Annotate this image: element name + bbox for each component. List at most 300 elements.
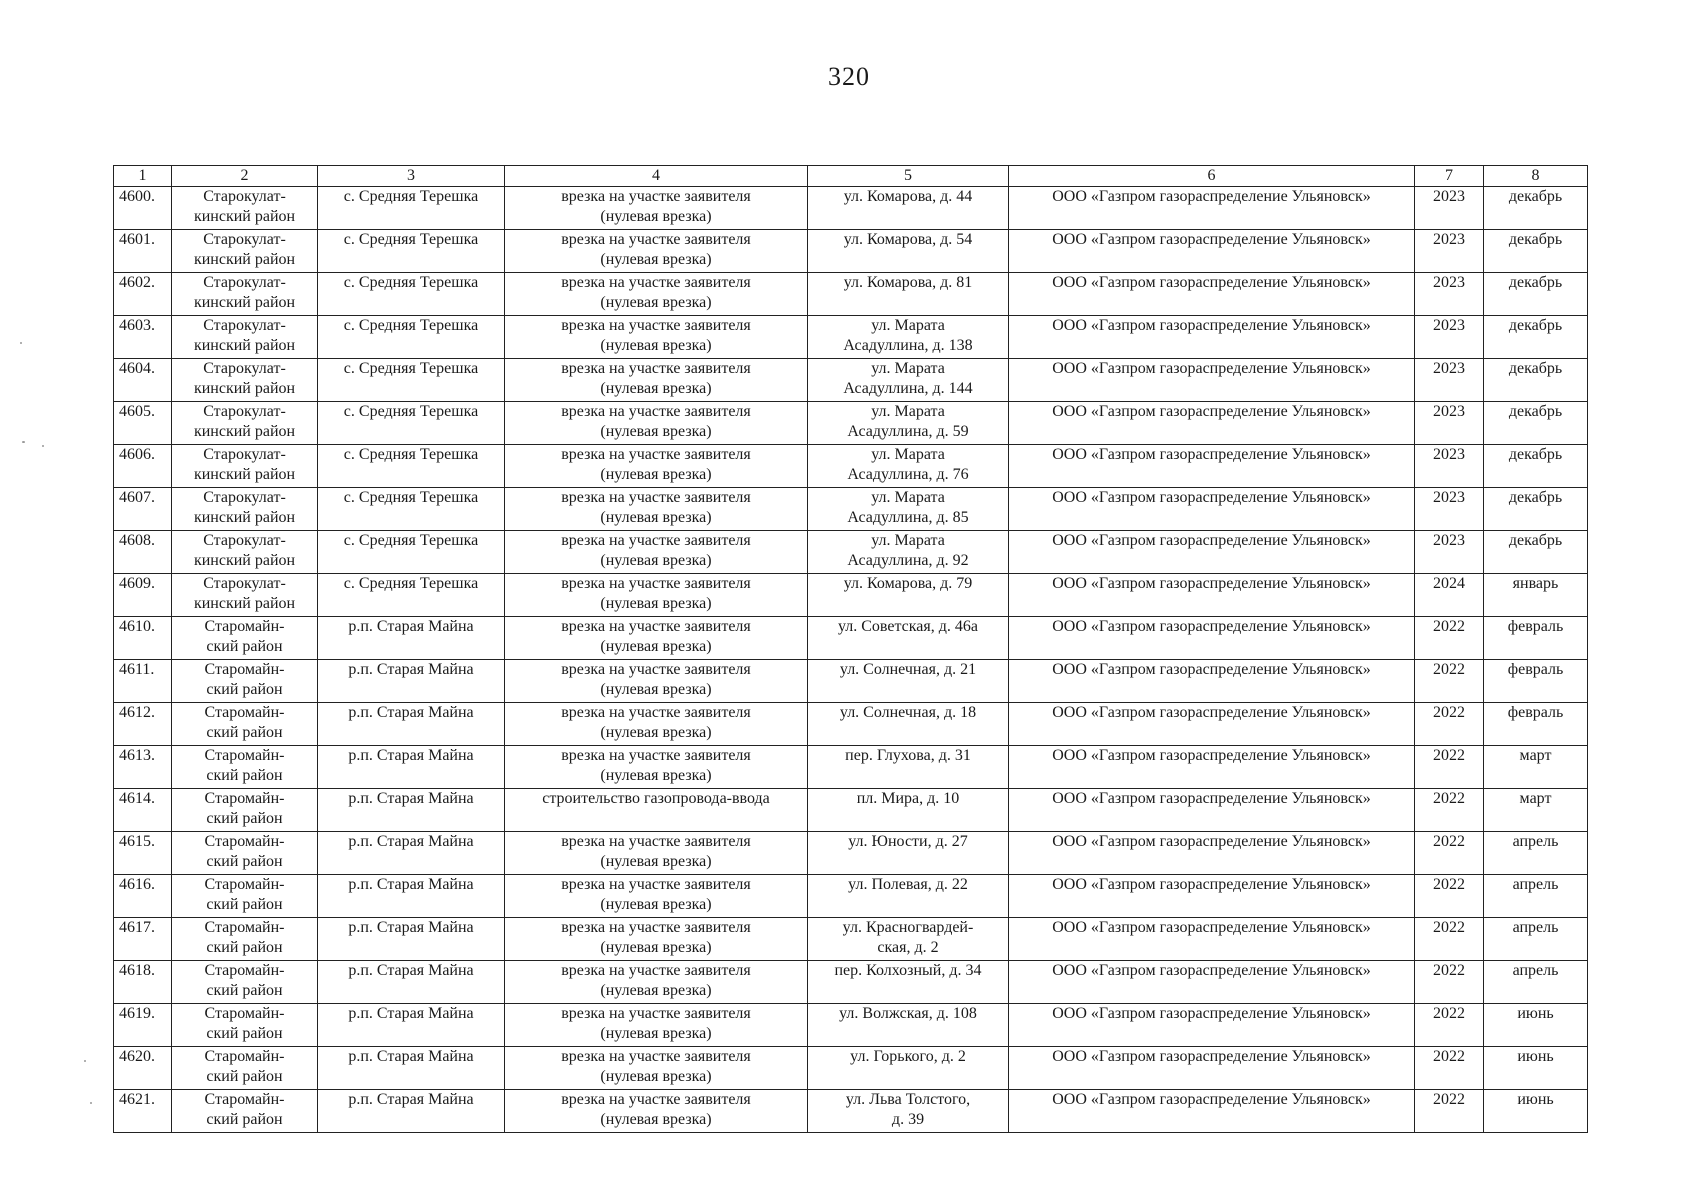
cell-line: кинский район [193, 552, 296, 569]
cell-line: ский район [206, 1111, 283, 1128]
column-header: 8 [1484, 166, 1588, 187]
month-cell: декабрь [1484, 316, 1588, 359]
district-cell [172, 746, 318, 789]
month-cell: декабрь [1484, 230, 1588, 273]
cell-line: врезка на участке заявителя [561, 188, 751, 205]
address-cell [808, 531, 1009, 574]
row-number: 4603. [114, 316, 172, 359]
month-cell: декабрь [1484, 187, 1588, 230]
cell-line: ул. Марата [871, 360, 945, 377]
organization-cell: ООО «Газпром газораспределение Ульяновск» [1009, 230, 1415, 273]
table-row [114, 832, 1588, 875]
settlement-cell: р.п. Старая Майна [318, 1047, 505, 1090]
month-cell: июнь [1484, 1004, 1588, 1047]
address-cell [808, 832, 1009, 875]
cell-line: ский район [206, 896, 283, 913]
cell-line: (нулевая врезка) [600, 509, 712, 526]
cell-line: Старомайн- [204, 962, 285, 979]
cell-line: ский район [206, 810, 283, 827]
work-type-cell [505, 746, 808, 789]
year-cell: 2022 [1415, 832, 1484, 875]
work-type-cell [505, 488, 808, 531]
organization-cell: ООО «Газпром газораспределение Ульяновск» [1009, 1047, 1415, 1090]
address-cell [808, 445, 1009, 488]
cell-line: строительство газопровода-ввода [542, 790, 770, 807]
cell-line: кинский район [193, 380, 296, 397]
register-table [113, 165, 1588, 1133]
cell-line: ул. Комарова, д. 54 [843, 231, 973, 248]
year-cell: 2022 [1415, 875, 1484, 918]
district-cell [172, 445, 318, 488]
cell-line: ул. Солнечная, д. 21 [839, 661, 977, 678]
cell-line: Старокулат- [203, 403, 286, 420]
cell-line: ул. Горького, д. 2 [850, 1048, 966, 1065]
cell-line: (нулевая врезка) [600, 853, 712, 870]
cell-line: Старокулат- [203, 532, 286, 549]
table-row [114, 1004, 1588, 1047]
row-number: 4619. [114, 1004, 172, 1047]
work-type-cell [505, 187, 808, 230]
settlement-cell: р.п. Старая Майна [318, 703, 505, 746]
district-cell [172, 531, 318, 574]
work-type-cell [505, 918, 808, 961]
month-cell: июнь [1484, 1090, 1588, 1133]
month-cell: февраль [1484, 660, 1588, 703]
cell-line: ул. Комарова, д. 79 [843, 575, 973, 592]
cell-line: ский район [206, 853, 283, 870]
cell-line: Старокулат- [203, 274, 286, 291]
cell-line: ский район [206, 767, 283, 784]
address-cell [808, 574, 1009, 617]
column-header: 5 [808, 166, 1009, 187]
cell-line: ский район [206, 638, 283, 655]
cell-line: (нулевая врезка) [600, 767, 712, 784]
work-type-cell [505, 1004, 808, 1047]
settlement-cell: р.п. Старая Майна [318, 746, 505, 789]
cell-line: ский район [206, 939, 283, 956]
year-cell: 2023 [1415, 488, 1484, 531]
cell-line: кинский район [193, 251, 296, 268]
cell-line: кинский район [193, 466, 296, 483]
row-number: 4602. [114, 273, 172, 316]
cell-line: ский район [206, 724, 283, 741]
organization-cell: ООО «Газпром газораспределение Ульяновск» [1009, 832, 1415, 875]
cell-line: врезка на участке заявителя [561, 317, 751, 334]
cell-line: Старомайн- [204, 661, 285, 678]
cell-line: Старокулат- [203, 446, 286, 463]
year-cell: 2022 [1415, 1004, 1484, 1047]
year-cell: 2022 [1415, 961, 1484, 1004]
organization-cell: ООО «Газпром газораспределение Ульяновск» [1009, 359, 1415, 402]
year-cell: 2022 [1415, 703, 1484, 746]
year-cell: 2024 [1415, 574, 1484, 617]
table-row [114, 359, 1588, 402]
cell-line: врезка на участке заявителя [561, 876, 751, 893]
cell-line: ул. Юности, д. 27 [848, 833, 968, 850]
cell-line: ский район [206, 681, 283, 698]
year-cell: 2023 [1415, 187, 1484, 230]
month-cell: январь [1484, 574, 1588, 617]
month-cell: декабрь [1484, 402, 1588, 445]
cell-line: Старокулат- [203, 575, 286, 592]
cell-line: врезка на участке заявителя [561, 489, 751, 506]
cell-line: (нулевая врезка) [600, 896, 712, 913]
address-cell [808, 746, 1009, 789]
address-cell [808, 488, 1009, 531]
cell-line: Старомайн- [204, 1091, 285, 1108]
work-type-cell [505, 445, 808, 488]
month-cell: декабрь [1484, 488, 1588, 531]
settlement-cell: р.п. Старая Майна [318, 660, 505, 703]
table-row [114, 789, 1588, 832]
cell-line: врезка на участке заявителя [561, 360, 751, 377]
scan-speck [22, 441, 25, 443]
row-number: 4600. [114, 187, 172, 230]
settlement-cell: с. Средняя Терешка [318, 488, 505, 531]
cell-line: ский район [206, 1068, 283, 1085]
cell-line: ул. Марата [871, 446, 945, 463]
scan-speck [90, 1102, 92, 1104]
table-row [114, 703, 1588, 746]
district-cell [172, 402, 318, 445]
district-cell [172, 1004, 318, 1047]
cell-line: врезка на участке заявителя [561, 532, 751, 549]
table-row [114, 617, 1588, 660]
cell-line: ул. Комарова, д. 81 [843, 274, 973, 291]
month-cell: декабрь [1484, 273, 1588, 316]
column-header: 3 [318, 166, 505, 187]
table-row [114, 660, 1588, 703]
settlement-cell: с. Средняя Терешка [318, 359, 505, 402]
table-row [114, 918, 1588, 961]
cell-line: врезка на участке заявителя [561, 919, 751, 936]
cell-line: пер. Колхозный, д. 34 [834, 962, 982, 979]
cell-line: (нулевая врезка) [600, 423, 712, 440]
cell-line: ул. Полевая, д. 22 [848, 876, 968, 893]
row-number: 4615. [114, 832, 172, 875]
table-row [114, 445, 1588, 488]
cell-line: врезка на участке заявителя [561, 1005, 751, 1022]
month-cell: февраль [1484, 617, 1588, 660]
organization-cell: ООО «Газпром газораспределение Ульяновск» [1009, 1004, 1415, 1047]
address-cell [808, 1047, 1009, 1090]
row-number: 4614. [114, 789, 172, 832]
row-number: 4609. [114, 574, 172, 617]
cell-line: Старокулат- [203, 317, 286, 334]
column-header: 2 [172, 166, 318, 187]
work-type-cell [505, 359, 808, 402]
month-cell: апрель [1484, 961, 1588, 1004]
cell-line: ул. Красногвардей- [842, 919, 974, 936]
cell-line: (нулевая врезка) [600, 294, 712, 311]
table-row [114, 488, 1588, 531]
row-number: 4620. [114, 1047, 172, 1090]
address-cell [808, 1090, 1009, 1133]
year-cell: 2023 [1415, 445, 1484, 488]
row-number: 4613. [114, 746, 172, 789]
cell-line: ская, д. 2 [877, 939, 939, 956]
district-cell [172, 617, 318, 660]
cell-line: д. 39 [891, 1111, 925, 1128]
cell-line: Старокулат- [203, 489, 286, 506]
work-type-cell [505, 875, 808, 918]
cell-line: (нулевая врезка) [600, 681, 712, 698]
table-row [114, 531, 1588, 574]
cell-line: Асадуллина, д. 76 [847, 466, 969, 483]
settlement-cell: р.п. Старая Майна [318, 832, 505, 875]
table-row [114, 316, 1588, 359]
cell-line: врезка на участке заявителя [561, 833, 751, 850]
work-type-cell [505, 273, 808, 316]
cell-line: Асадуллина, д. 59 [847, 423, 969, 440]
settlement-cell: р.п. Старая Майна [318, 918, 505, 961]
address-cell [808, 402, 1009, 445]
cell-line: врезка на участке заявителя [561, 747, 751, 764]
cell-line: (нулевая врезка) [600, 380, 712, 397]
district-cell [172, 1090, 318, 1133]
year-cell: 2022 [1415, 617, 1484, 660]
cell-line: кинский район [193, 595, 296, 612]
year-cell: 2022 [1415, 1090, 1484, 1133]
row-number: 4616. [114, 875, 172, 918]
settlement-cell: с. Средняя Терешка [318, 230, 505, 273]
district-cell [172, 273, 318, 316]
scan-speck [42, 445, 44, 447]
cell-line: Асадуллина, д. 144 [843, 380, 973, 397]
year-cell: 2022 [1415, 746, 1484, 789]
month-cell: декабрь [1484, 359, 1588, 402]
address-cell [808, 316, 1009, 359]
work-type-cell [505, 789, 808, 832]
row-number: 4601. [114, 230, 172, 273]
cell-line: (нулевая врезка) [600, 724, 712, 741]
month-cell: февраль [1484, 703, 1588, 746]
year-cell: 2022 [1415, 660, 1484, 703]
organization-cell: ООО «Газпром газораспределение Ульяновск» [1009, 488, 1415, 531]
cell-line: врезка на участке заявителя [561, 575, 751, 592]
cell-line: ул. Льва Толстого, [845, 1091, 971, 1108]
cell-line: ул. Комарова, д. 44 [843, 188, 973, 205]
district-cell [172, 660, 318, 703]
work-type-cell [505, 832, 808, 875]
settlement-cell: с. Средняя Терешка [318, 531, 505, 574]
table-row [114, 187, 1588, 230]
organization-cell: ООО «Газпром газораспределение Ульяновск» [1009, 1090, 1415, 1133]
organization-cell: ООО «Газпром газораспределение Ульяновск» [1009, 660, 1415, 703]
cell-line: пер. Глухова, д. 31 [845, 747, 971, 764]
settlement-cell: р.п. Старая Майна [318, 789, 505, 832]
row-number: 4605. [114, 402, 172, 445]
cell-line: Старокулат- [203, 360, 286, 377]
month-cell: март [1484, 789, 1588, 832]
row-number: 4618. [114, 961, 172, 1004]
cell-line: Старомайн- [204, 790, 285, 807]
settlement-cell: с. Средняя Терешка [318, 187, 505, 230]
district-cell [172, 789, 318, 832]
organization-cell: ООО «Газпром газораспределение Ульяновск» [1009, 187, 1415, 230]
organization-cell: ООО «Газпром газораспределение Ульяновск» [1009, 703, 1415, 746]
organization-cell: ООО «Газпром газораспределение Ульяновск» [1009, 918, 1415, 961]
cell-line: (нулевая врезка) [600, 595, 712, 612]
table-row [114, 1090, 1588, 1133]
column-header: 1 [114, 166, 172, 187]
year-cell: 2023 [1415, 316, 1484, 359]
year-cell: 2023 [1415, 359, 1484, 402]
cell-line: ул. Марата [871, 489, 945, 506]
cell-line: врезка на участке заявителя [561, 1091, 751, 1108]
settlement-cell: р.п. Старая Майна [318, 875, 505, 918]
year-cell: 2022 [1415, 789, 1484, 832]
cell-line: (нулевая врезка) [600, 552, 712, 569]
month-cell: декабрь [1484, 445, 1588, 488]
address-cell [808, 187, 1009, 230]
cell-line: ул. Марата [871, 317, 945, 334]
month-cell: апрель [1484, 918, 1588, 961]
table-row [114, 574, 1588, 617]
work-type-cell [505, 961, 808, 1004]
work-type-cell [505, 531, 808, 574]
district-cell [172, 488, 318, 531]
cell-line: врезка на участке заявителя [561, 1048, 751, 1065]
row-number: 4610. [114, 617, 172, 660]
cell-line: врезка на участке заявителя [561, 704, 751, 721]
cell-line: ул. Марата [871, 403, 945, 420]
year-cell: 2023 [1415, 402, 1484, 445]
address-cell [808, 230, 1009, 273]
work-type-cell [505, 316, 808, 359]
organization-cell: ООО «Газпром газораспределение Ульяновск» [1009, 789, 1415, 832]
row-number: 4608. [114, 531, 172, 574]
column-header: 4 [505, 166, 808, 187]
cell-line: Асадуллина, д. 85 [847, 509, 969, 526]
cell-line: (нулевая врезка) [600, 1025, 712, 1042]
scan-speck [20, 342, 22, 344]
scan-speck [84, 1060, 86, 1062]
year-cell: 2022 [1415, 918, 1484, 961]
organization-cell: ООО «Газпром газораспределение Ульяновск» [1009, 746, 1415, 789]
row-number: 4607. [114, 488, 172, 531]
column-header: 7 [1415, 166, 1484, 187]
work-type-cell [505, 703, 808, 746]
table-row [114, 402, 1588, 445]
month-cell: апрель [1484, 875, 1588, 918]
settlement-cell: с. Средняя Терешка [318, 273, 505, 316]
cell-line: Асадуллина, д. 138 [843, 337, 973, 354]
district-cell [172, 832, 318, 875]
cell-line: врезка на участке заявителя [561, 231, 751, 248]
district-cell [172, 1047, 318, 1090]
cell-line: ул. Солнечная, д. 18 [839, 704, 977, 721]
cell-line: Старокулат- [203, 231, 286, 248]
work-type-cell [505, 1090, 808, 1133]
settlement-cell: с. Средняя Терешка [318, 316, 505, 359]
settlement-cell: с. Средняя Терешка [318, 402, 505, 445]
organization-cell: ООО «Газпром газораспределение Ульяновск» [1009, 445, 1415, 488]
table-row [114, 961, 1588, 1004]
cell-line: Старомайн- [204, 833, 285, 850]
cell-line: кинский район [193, 337, 296, 354]
settlement-cell: р.п. Старая Майна [318, 1090, 505, 1133]
column-number-row [114, 166, 1588, 187]
cell-line: Старомайн- [204, 747, 285, 764]
year-cell: 2023 [1415, 273, 1484, 316]
table-row [114, 1047, 1588, 1090]
work-type-cell [505, 660, 808, 703]
cell-line: (нулевая врезка) [600, 251, 712, 268]
district-cell [172, 316, 318, 359]
work-type-cell [505, 230, 808, 273]
cell-line: ул. Марата [871, 532, 945, 549]
cell-line: кинский район [193, 208, 296, 225]
cell-line: Старомайн- [204, 919, 285, 936]
month-cell: апрель [1484, 832, 1588, 875]
cell-line: (нулевая врезка) [600, 208, 712, 225]
district-cell [172, 703, 318, 746]
month-cell: июнь [1484, 1047, 1588, 1090]
settlement-cell: р.п. Старая Майна [318, 961, 505, 1004]
cell-line: кинский район [193, 423, 296, 440]
organization-cell: ООО «Газпром газораспределение Ульяновск» [1009, 875, 1415, 918]
table-row [114, 746, 1588, 789]
table-body [114, 187, 1588, 1133]
row-number: 4606. [114, 445, 172, 488]
cell-line: врезка на участке заявителя [561, 661, 751, 678]
row-number: 4611. [114, 660, 172, 703]
address-cell [808, 273, 1009, 316]
district-cell [172, 187, 318, 230]
column-header: 6 [1009, 166, 1415, 187]
address-cell [808, 617, 1009, 660]
cell-line: Старомайн- [204, 1048, 285, 1065]
cell-line: (нулевая врезка) [600, 337, 712, 354]
district-cell [172, 574, 318, 617]
address-cell [808, 918, 1009, 961]
cell-line: пл. Мира, д. 10 [856, 790, 960, 807]
cell-line: (нулевая врезка) [600, 939, 712, 956]
row-number: 4621. [114, 1090, 172, 1133]
address-cell [808, 789, 1009, 832]
cell-line: Старомайн- [204, 1005, 285, 1022]
cell-line: Старомайн- [204, 618, 285, 635]
district-cell [172, 918, 318, 961]
month-cell: декабрь [1484, 531, 1588, 574]
table-row [114, 230, 1588, 273]
cell-line: кинский район [193, 294, 296, 311]
settlement-cell: с. Средняя Терешка [318, 574, 505, 617]
address-cell [808, 1004, 1009, 1047]
organization-cell: ООО «Газпром газораспределение Ульяновск» [1009, 402, 1415, 445]
address-cell [808, 961, 1009, 1004]
year-cell: 2022 [1415, 1047, 1484, 1090]
row-number: 4617. [114, 918, 172, 961]
cell-line: врезка на участке заявителя [561, 274, 751, 291]
settlement-cell: р.п. Старая Майна [318, 1004, 505, 1047]
row-number: 4612. [114, 703, 172, 746]
year-cell: 2023 [1415, 531, 1484, 574]
work-type-cell [505, 402, 808, 445]
settlement-cell: с. Средняя Терешка [318, 445, 505, 488]
address-cell [808, 359, 1009, 402]
organization-cell: ООО «Газпром газораспределение Ульяновск» [1009, 617, 1415, 660]
cell-line: ский район [206, 982, 283, 999]
cell-line: Старомайн- [204, 876, 285, 893]
district-cell [172, 359, 318, 402]
organization-cell: ООО «Газпром газораспределение Ульяновск» [1009, 574, 1415, 617]
cell-line: (нулевая врезка) [600, 1111, 712, 1128]
work-type-cell [505, 1047, 808, 1090]
organization-cell: ООО «Газпром газораспределение Ульяновск» [1009, 961, 1415, 1004]
cell-line: Старомайн- [204, 704, 285, 721]
